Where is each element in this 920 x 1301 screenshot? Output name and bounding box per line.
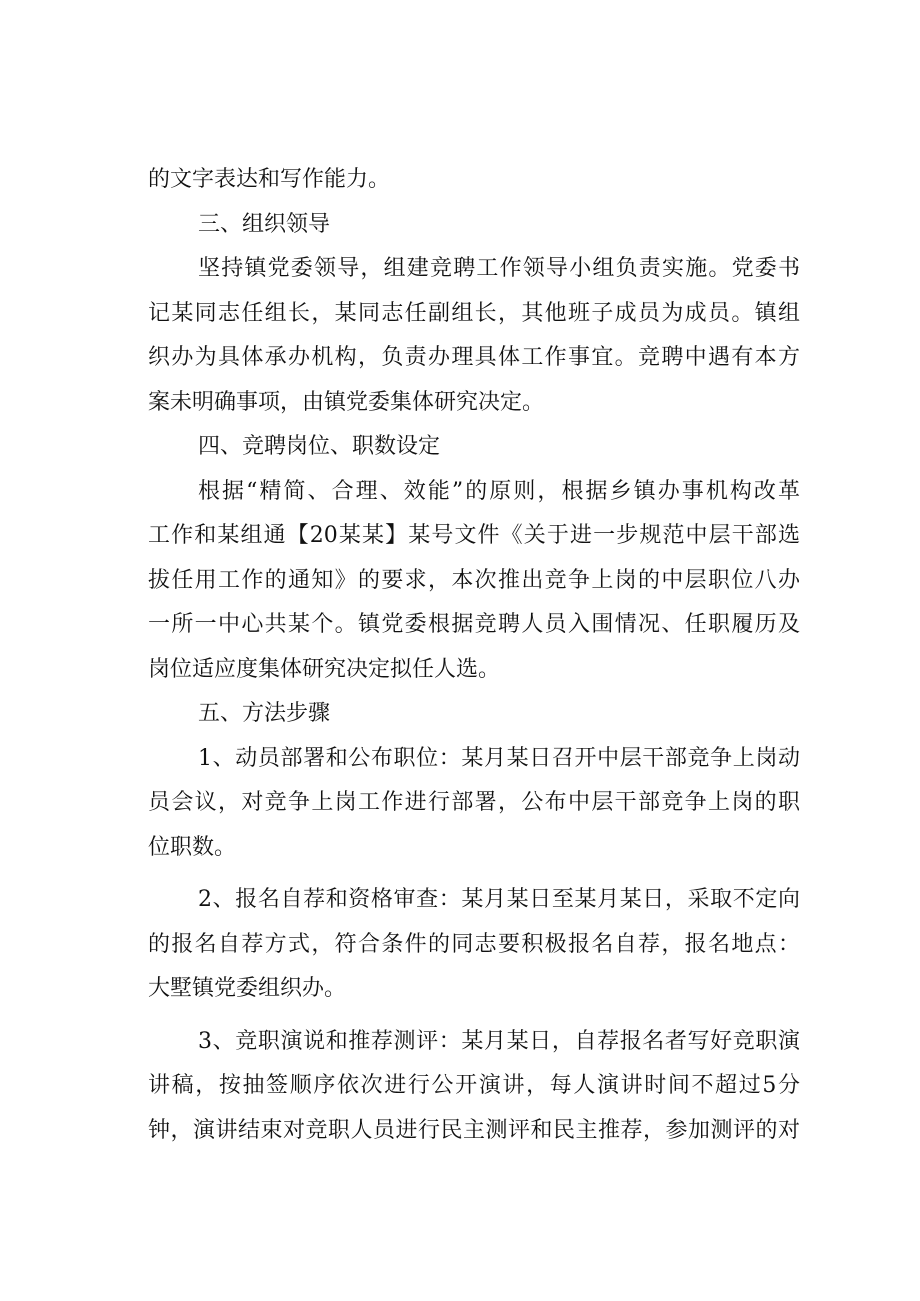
- paragraph-step-2: [148, 878, 800, 1012]
- paragraph-line: 记某同志任组长，某同志任副组长，其他班子成员为成员。镇组: [148, 300, 800, 326]
- paragraph-line: 2、报名自荐和资格审查：某月某日至某月某日，采取不定向: [198, 887, 800, 912]
- paragraph-step-1: [148, 737, 800, 871]
- paragraph-positions: [148, 470, 800, 693]
- paragraph-line: 拔任用工作的通知》的要求，本次推出竞争上岗的中层职位八办: [148, 567, 800, 593]
- paragraph-line: 根据“精简、合理、效能”的原则，根据乡镇办事机构改革: [198, 478, 800, 504]
- paragraph-line: 1、动员部署和公布职位：某月某日召开中层干部竞争上岗动: [198, 745, 800, 771]
- spacer: [148, 1012, 800, 1020]
- paragraph-line: 大墅镇党委组织办。: [148, 976, 347, 1001]
- paragraph-line: 的文字表达和写作能力。: [148, 167, 391, 192]
- spacer: [148, 870, 800, 878]
- section-heading-organization: 三、组织领导: [198, 211, 331, 237]
- document-body: [148, 158, 800, 1153]
- paragraph-line: 织办为具体承办机构，负责办理具体工作事宜。竞聘中遇有本方: [148, 345, 800, 370]
- paragraph-line: 一所一中心共某个。镇党委根据竞聘人员入围情况、任职履历及: [148, 612, 800, 637]
- paragraph-line: 3、竞职演说和推荐测评：某月某日，自荐报名者写好竞职演: [198, 1028, 800, 1054]
- paragraph-line: 钟，演讲结束对竞职人员进行民主测评和民主推荐，参加测评的对: [148, 1117, 800, 1143]
- paragraph-line: 案未明确事项，由镇党委集体研究决定。: [148, 389, 545, 415]
- paragraph-continuation: [148, 158, 800, 203]
- paragraph-line: 位职数。: [148, 834, 237, 860]
- paragraph-line: 的报名自荐方式，符合条件的同志要积极报名自荐，报名地点：: [148, 931, 800, 957]
- section-heading-positions: 四、竞聘岗位、职数设定: [198, 434, 441, 459]
- paragraph-step-3: [148, 1020, 800, 1154]
- paragraph-line: 坚持镇党委领导，组建竞聘工作领导小组负责实施。党委书: [198, 256, 800, 281]
- paragraph-line: 讲稿，按抽签顺序依次进行公开演讲，每人演讲时间不超过5分: [148, 1073, 800, 1098]
- paragraph-organization: [148, 247, 800, 425]
- paragraph-line: 员会议，对竞争上岗工作进行部署，公布中层干部竞争上岗的职: [148, 790, 800, 815]
- paragraph-line: 工作和某组通【20某某】某号文件《关于进一步规范中层干部选: [148, 523, 800, 548]
- paragraph-line: 岗位适应度集体研究决定拟任人选。: [148, 656, 501, 682]
- section-heading-methods: 五、方法步骤: [198, 701, 331, 726]
